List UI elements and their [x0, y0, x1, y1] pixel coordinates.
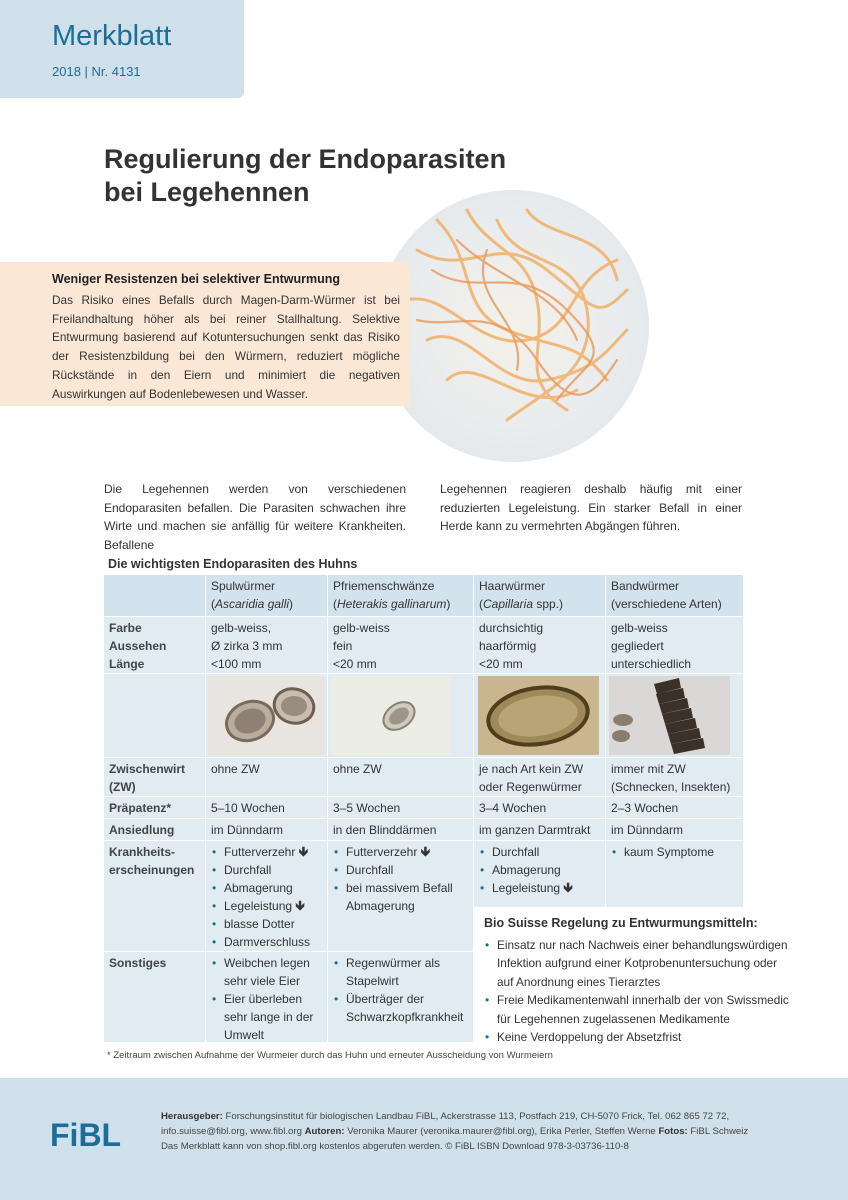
cell-farbe-haar: durchsichtig haarförmig <20 mm [474, 617, 605, 673]
row-label-praepatenz: Präpatenz* [104, 797, 205, 818]
list-item: • Überträger der Schwarzkopfkrankheit [333, 990, 468, 1026]
cell-praepatenz-spul: 5–10 Wochen [206, 797, 327, 818]
document-title-line2: bei Legehennen [104, 177, 310, 207]
row-label-farbe: Farbe Aussehen Länge [104, 617, 205, 673]
list-item: • Durchfall [479, 843, 600, 861]
cell-zw-pfriem: ohne ZW [328, 758, 473, 796]
heterakis-egg-photo [331, 676, 451, 755]
notes-list-pfriem [333, 954, 468, 1026]
cell-praepatenz-pfriem: 3–5 Wochen [328, 797, 473, 818]
intro-text-left: Die Legehennen werden von verschiedenen Endoparasiten befallen. Die Parasiten schwachen ihre Wirte und machen sie anfällig für weitere Krankheiten. Befallene [104, 482, 406, 553]
arrow-down-icon: 🡻 [563, 880, 573, 895]
cell-zw-spul: ohne ZW [206, 758, 327, 796]
list-item: • Regenwürmer als Stapelwirt [333, 954, 468, 990]
footer-text: Herausgeber: Forschungsinstitut für biologischen Landbau FiBL, Ackerstrasse 113, Postfach 219, CH-5070 Frick, Tel. 062 865 72 72, info.suisse@fibl.org, www.fibl.org Autoren: Veronika Maurer (veronika.maurer@fibl.org), Erika Perler, Steffen Werne Fotos: FiBL Schweiz Das Merkblatt kann von shop.fibl.org kostenlos abgerufen werden. © FiBL ISBN Download 978-3-03736-110-8 [161, 1111, 749, 1152]
cell-sonstiges-pfriem [328, 952, 473, 1042]
header-issue: 2018 | Nr. 4131 [52, 64, 141, 79]
list-item: • kaum Symptome [611, 843, 738, 861]
cell-sonstiges-spul [206, 952, 327, 1042]
symptom-list-band [611, 843, 738, 861]
list-item: • Futterverzehr 🡻 [211, 843, 322, 861]
row-label-images [104, 674, 205, 757]
cell-praepatenz-haar: 3–4 Wochen [474, 797, 605, 818]
list-item: • Durchfall [333, 861, 468, 879]
col-header-pfriemenschwaenze: Pfriemenschwänze (Heterakis gallinarum) [328, 575, 473, 616]
row-label-zwischenwirt: Zwischenwirt (ZW) [104, 758, 205, 796]
col-header-bandwuermer: Bandwürmer (verschiedene Arten) [606, 575, 743, 616]
symptom-list-spul [211, 843, 322, 951]
list-item: • Futterverzehr 🡻 [333, 843, 468, 861]
list-item: • Darmverschluss [211, 933, 322, 951]
cell-ansiedlung-haar: im ganzen Darmtrakt [474, 819, 605, 840]
cell-zw-haar: je nach Art kein ZW oder Regenwürmer [474, 758, 605, 796]
cell-krankheit-pfriem [328, 841, 473, 951]
list-item: • Legeleistung 🡻 [479, 879, 600, 897]
document-title-line1: Regulierung der Endoparasiten [104, 144, 507, 174]
cell-praepatenz-band: 2–3 Wochen [606, 797, 743, 818]
cell-ansiedlung-spul: im Dünndarm [206, 819, 327, 840]
footnote: * Zeitraum zwischen Aufnahme der Wurmeier durch das Huhn und erneuter Ausscheidung von Wurmeiern [107, 1050, 553, 1061]
list-item: • bei massivem Befall Abmagerung [333, 879, 468, 915]
cell-farbe-band: gelb-weiss gegliedert unterschiedlich [606, 617, 743, 673]
bio-suisse-list [484, 936, 792, 1046]
cell-farbe-pfriem: gelb-weiss fein <20 mm [328, 617, 473, 673]
table-corner [104, 575, 205, 616]
capillaria-egg-photo [478, 676, 599, 755]
info-box-title: Weniger Resistenzen bei selektiver Entwurmung [52, 272, 341, 286]
ascaridia-egg-photo [208, 676, 325, 755]
cell-farbe-spul: gelb-weiss, Ø zirka 3 mm <100 mm [206, 617, 327, 673]
cell-krankheit-band [606, 841, 743, 907]
list-item: • Abmagerung [211, 879, 322, 897]
arrow-down-icon: 🡻 [298, 844, 309, 859]
list-item: • Durchfall [211, 861, 322, 879]
bio-suisse-title: Bio Suisse Regelung zu Entwurmungsmitteln: [484, 916, 758, 930]
cell-krankheit-haar [474, 841, 605, 907]
list-item: • Einsatz nur nach Nachweis einer behandlungswürdigen Infektion aufgrund einer Kotprobenuntersuchung oder auf Anordnung eines Tierarztes [484, 936, 792, 991]
notes-list-spul [211, 954, 322, 1044]
col-header-haarwuermer: Haarwürmer (Capillaria spp.) [474, 575, 605, 616]
worms-photo [377, 190, 649, 462]
worms-illustration [377, 190, 649, 462]
intro-text-right: Legehennen reagieren deshalb häufig mit einer reduzierten Legeleistung. Ein starker Befall in einer Herde kann zu vermehrten Abgängen führen. [440, 482, 742, 534]
list-item: • Legeleistung 🡻 [211, 897, 322, 915]
cell-ansiedlung-pfriem: in den Blinddärmen [328, 819, 473, 840]
fibl-logo: FiBL [50, 1117, 122, 1153]
row-label-ansiedlung: Ansiedlung [104, 819, 205, 840]
cell-krankheit-spul [206, 841, 327, 951]
tapeworm-photo [609, 676, 730, 755]
arrow-down-icon: 🡻 [295, 898, 305, 913]
row-label-sonstiges: Sonstiges [104, 952, 205, 1042]
list-item: • blasse Dotter [211, 915, 322, 933]
info-box-text: Das Risiko eines Befalls durch Magen-Darm-Würmer ist bei Freilandhaltung höher als bei reiner Stallhaltung. Selektive Entwurmung basierend auf Kotuntersuchungen senkt das Risiko der Resistenzbildung bei den Würmern, reduziert mögliche Rückstände in den Eiern und minimiert die negativen Auswirkungen auf Bodenlebewesen und Wasser. [52, 293, 400, 401]
cell-ansiedlung-band: im Dünndarm [606, 819, 743, 840]
symptom-list-pfriem [333, 843, 468, 915]
list-item: • Abmagerung [479, 861, 600, 879]
list-item: • Eier überleben sehr lange in der Umwelt [211, 990, 322, 1044]
row-label-krankheit: Krankheits- erscheinungen [104, 841, 205, 951]
symptom-list-haar [479, 843, 600, 897]
col-header-spulwuermer: Spulwürmer (Ascaridia galli) [206, 575, 327, 616]
arrow-down-icon: 🡻 [420, 844, 431, 859]
cell-zw-band: immer mit ZW (Schnecken, Insekten) [606, 758, 743, 796]
list-item: • Freie Medikamentenwahl innerhalb der von Swissmedic für Legehennen zugelassenen Medikamente [484, 991, 792, 1028]
list-item: • Keine Verdoppelung der Absetzfrist [484, 1028, 792, 1046]
header-title: Merkblatt [52, 20, 172, 52]
list-item: • Weibchen legen sehr viele Eier [211, 954, 322, 990]
table-title: Die wichtigsten Endoparasiten des Huhns [108, 557, 358, 571]
